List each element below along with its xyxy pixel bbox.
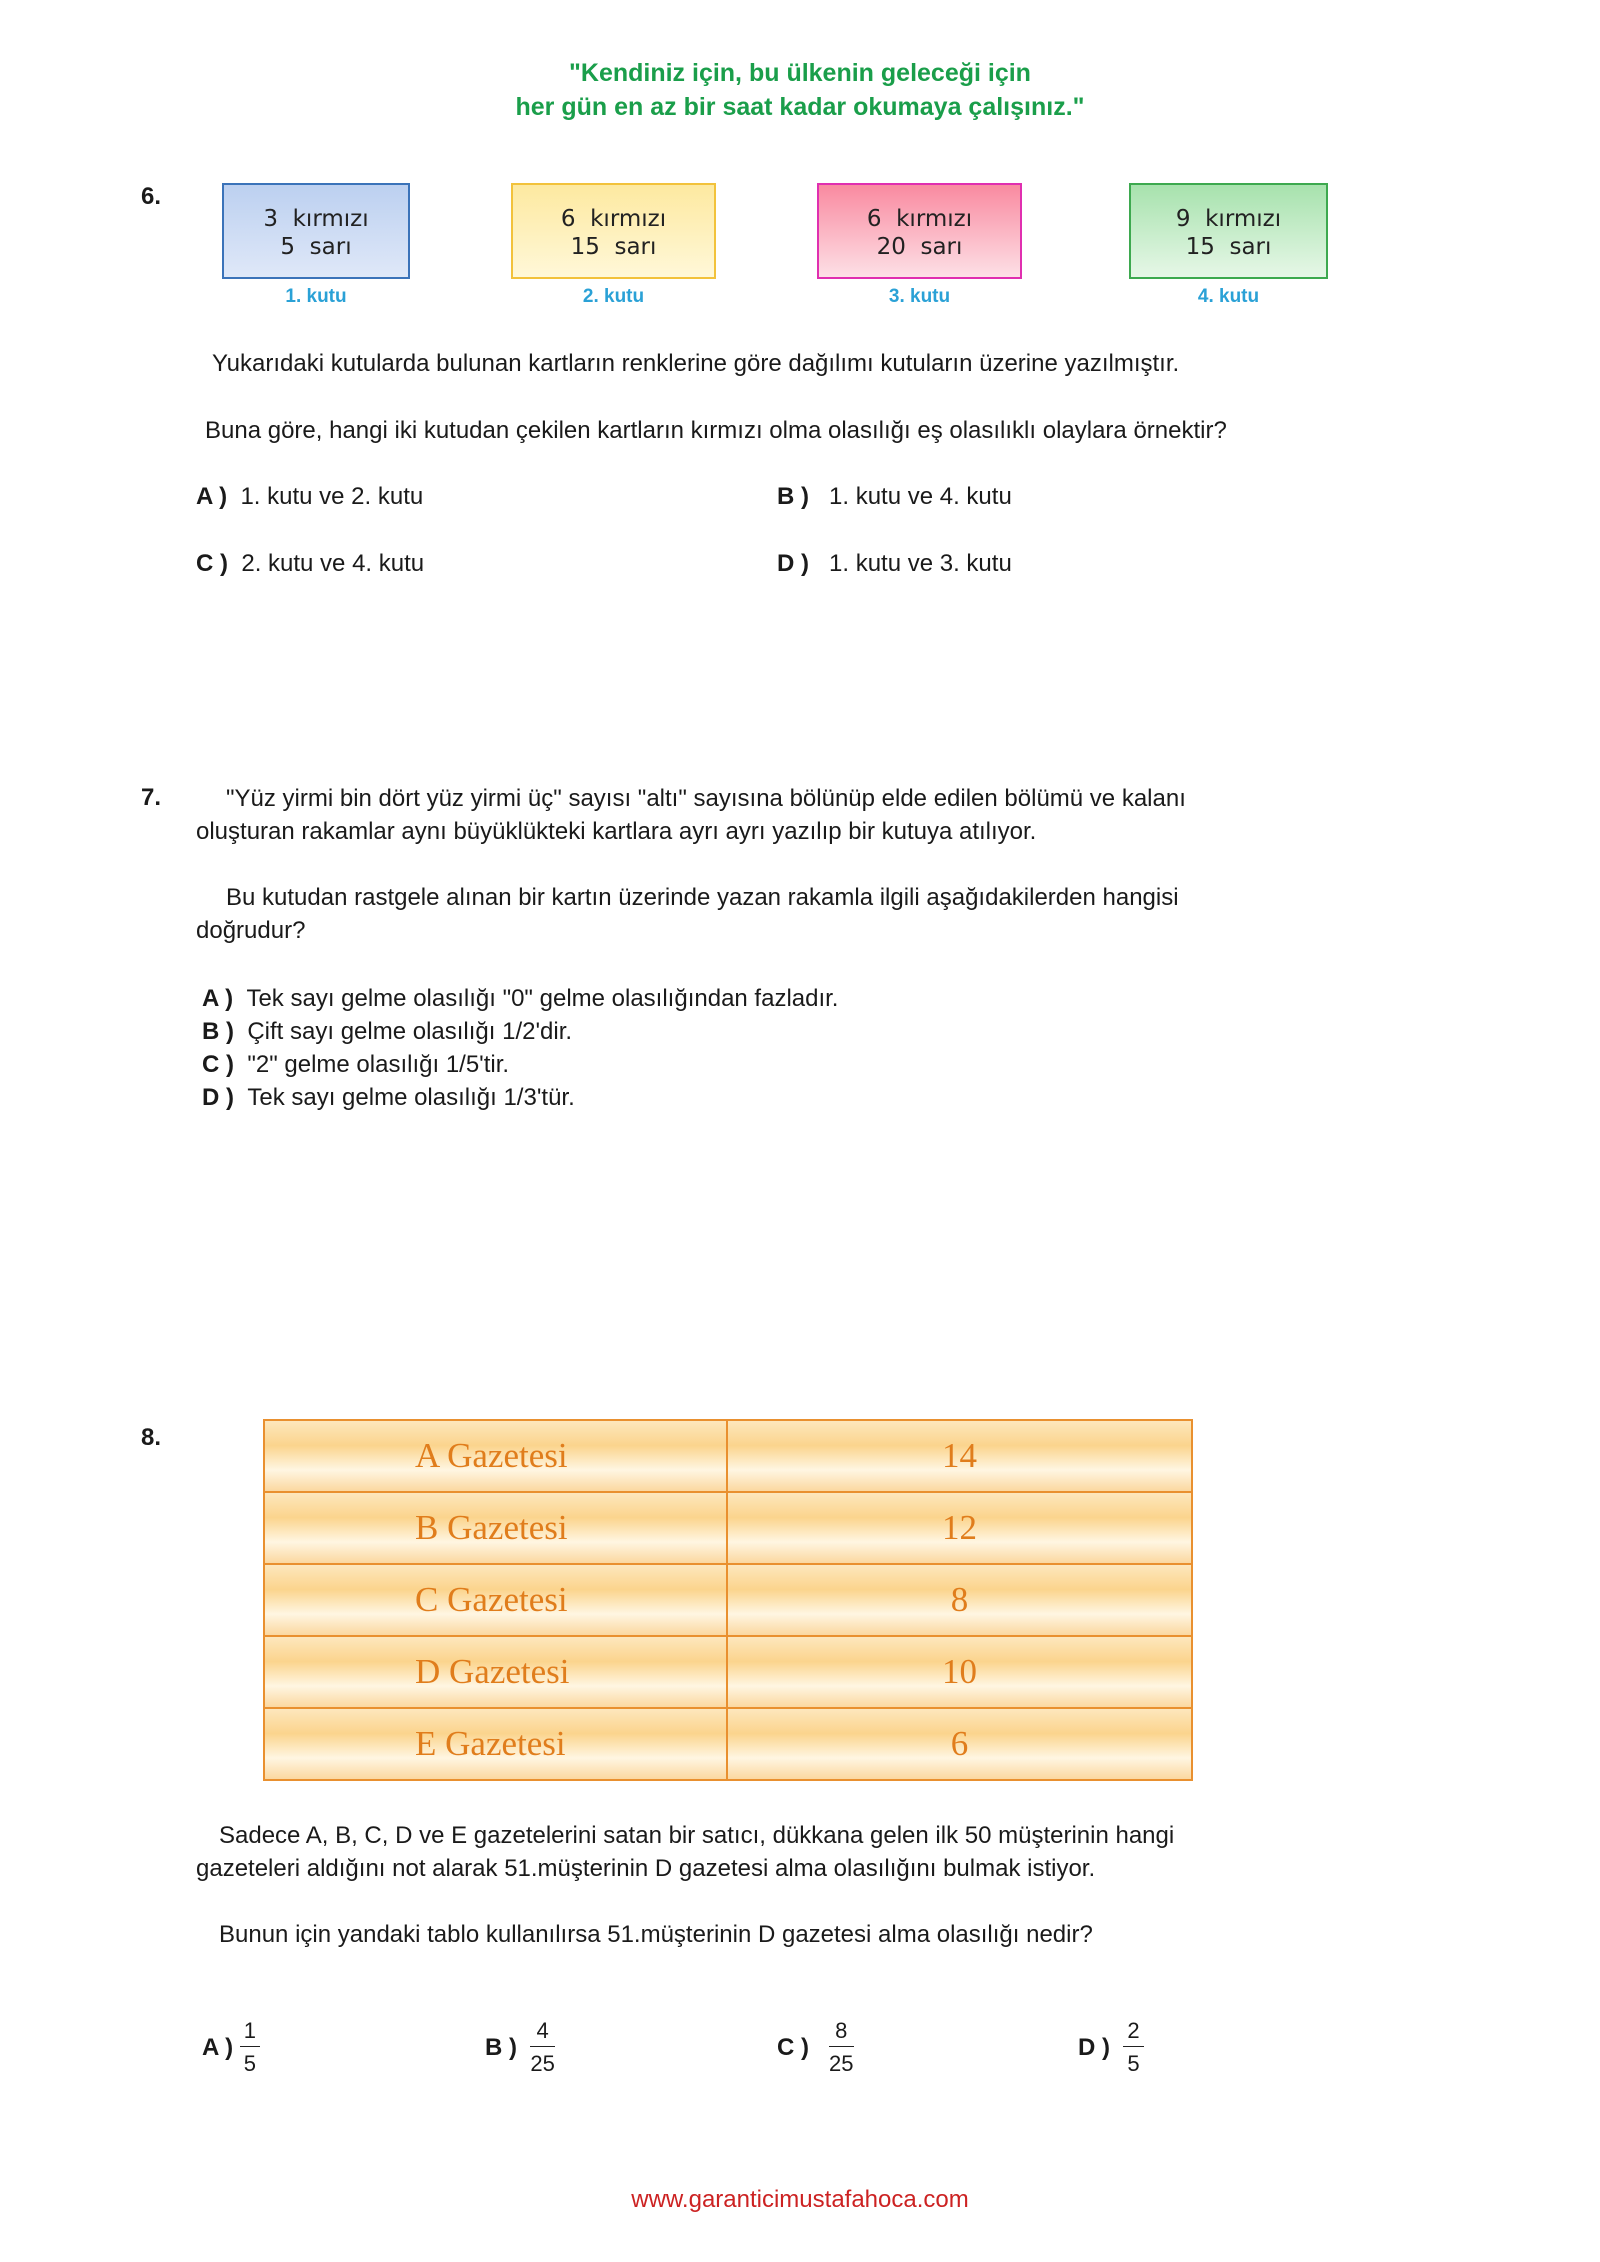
option-text: Tek sayı gelme olasılığı "0" gelme olasılığından fazladır. bbox=[246, 985, 839, 1012]
table-cell-newspaper: B Gazetesi bbox=[264, 1492, 727, 1564]
question-8-text-1a: Sadece A, B, C, D ve E gazetelerini satan bir satıcı, dükkana gelen ilk 50 müşterinin hangi bbox=[219, 1822, 1175, 1849]
fraction bbox=[240, 2018, 260, 2077]
table-cell-count: 10 bbox=[727, 1636, 1192, 1708]
question-7-text-1b: oluşturan rakamlar aynı büyüklükteki kartlara ayrı ayrı yazılıp bir kutuya atılıyor. bbox=[196, 818, 1037, 845]
option-text: Çift sayı gelme olasılığı 1/2'dir. bbox=[247, 1018, 573, 1045]
table-cell-count: 12 bbox=[727, 1492, 1192, 1564]
option-letter: C ) bbox=[196, 550, 228, 577]
question-6-option-c[interactable] bbox=[196, 547, 424, 580]
option-letter: B ) bbox=[485, 2034, 517, 2061]
box-2 bbox=[511, 183, 716, 279]
table-cell-count: 6 bbox=[727, 1708, 1192, 1780]
box-3-yellow-count: 20 sarı bbox=[876, 234, 963, 260]
header-quote-line-1: "Kendiniz için, bu ülkenin geleceği için bbox=[569, 59, 1031, 87]
fraction-denominator: 5 bbox=[1127, 2051, 1140, 2076]
box-1 bbox=[222, 183, 410, 279]
table-cell-newspaper: E Gazetesi bbox=[264, 1708, 727, 1780]
option-text: 1. kutu ve 4. kutu bbox=[829, 483, 1012, 510]
question-7-text-1a: "Yüz yirmi bin dört yüz yirmi üç" sayısı "altı" sayısına bölünüp elde edilen bölümü ve kalanı bbox=[226, 785, 1186, 812]
question-7-option-c[interactable] bbox=[202, 1048, 509, 1081]
option-text: Tek sayı gelme olasılığı 1/3'tür. bbox=[247, 1084, 575, 1111]
box-3 bbox=[817, 183, 1022, 279]
question-8-text-2: Bunun için yandaki tablo kullanılırsa 51.müşterinin D gazetesi alma olasılığı nedir? bbox=[219, 1921, 1093, 1948]
box-1-yellow-count: 5 sarı bbox=[280, 234, 352, 260]
fraction bbox=[530, 2018, 554, 2077]
question-7-option-d[interactable] bbox=[202, 1081, 575, 1114]
option-letter: B ) bbox=[202, 1018, 234, 1045]
box-1-red-count: 3 kırmızı bbox=[263, 206, 369, 232]
option-letter: A ) bbox=[202, 985, 234, 1012]
table-row bbox=[264, 1420, 1192, 1492]
fraction bbox=[1123, 2018, 1143, 2077]
question-7-option-a[interactable] bbox=[202, 982, 838, 1015]
question-7-text-2a: Bu kutudan rastgele alınan bir kartın üzerinde yazan rakamla ilgili aşağıdakilerden hangisi bbox=[226, 884, 1179, 911]
option-letter: D ) bbox=[202, 1084, 234, 1111]
option-letter: D ) bbox=[777, 550, 809, 577]
box-2-red-count: 6 kırmızı bbox=[560, 206, 667, 232]
newspaper-table bbox=[263, 1419, 1193, 1781]
fraction-numerator: 1 bbox=[240, 2018, 260, 2047]
question-7-text-2b: doğrudur? bbox=[196, 917, 306, 944]
fraction-denominator: 25 bbox=[530, 2051, 555, 2076]
box-3-red-count: 6 kırmızı bbox=[866, 206, 973, 232]
box-3-label: 3. kutu bbox=[888, 286, 951, 307]
question-6-option-d[interactable] bbox=[777, 547, 1012, 580]
fraction-denominator: 5 bbox=[243, 2051, 257, 2076]
header-quote-line-2: her gün en az bir saat kadar okumaya çalışınız." bbox=[515, 93, 1085, 121]
option-letter: C ) bbox=[202, 1051, 234, 1078]
question-8-option-b[interactable] bbox=[485, 2018, 555, 2077]
option-letter: D ) bbox=[1078, 2034, 1110, 2061]
question-8-text-1b: gazeteleri aldığını not alarak 51.müşterinin D gazetesi alma olasılığını bulmak istiyor. bbox=[196, 1855, 1096, 1882]
question-6-text-1: Yukarıdaki kutularda bulunan kartların renklerine göre dağılımı kutuların üzerine yazılmıştır. bbox=[212, 350, 1180, 377]
question-8-option-c[interactable] bbox=[777, 2018, 854, 2077]
table-cell-newspaper: A Gazetesi bbox=[264, 1420, 727, 1492]
footer-website-link[interactable]: www.garanticimustafahoca.com bbox=[631, 2186, 969, 2213]
option-letter: C ) bbox=[777, 2034, 809, 2061]
table-row bbox=[264, 1708, 1192, 1780]
fraction-numerator: 2 bbox=[1123, 2018, 1143, 2047]
box-2-yellow-count: 15 sarı bbox=[570, 234, 657, 260]
option-letter: A ) bbox=[196, 483, 228, 510]
table-cell-count: 14 bbox=[727, 1420, 1192, 1492]
question-6-option-a[interactable] bbox=[196, 480, 423, 513]
table-cell-newspaper: C Gazetesi bbox=[264, 1564, 727, 1636]
question-7-option-b[interactable] bbox=[202, 1015, 572, 1048]
box-1-label: 1. kutu bbox=[285, 286, 347, 307]
option-text: 1. kutu ve 3. kutu bbox=[829, 550, 1012, 577]
option-text: 1. kutu ve 2. kutu bbox=[240, 483, 424, 510]
option-letter: B ) bbox=[777, 483, 809, 510]
table-row bbox=[264, 1636, 1192, 1708]
question-6-option-b[interactable] bbox=[777, 480, 1012, 513]
question-8-number: 8. bbox=[141, 1424, 162, 1451]
question-6-number: 6. bbox=[141, 183, 162, 210]
question-8-option-d[interactable] bbox=[1078, 2018, 1144, 2077]
box-2-label: 2. kutu bbox=[582, 286, 645, 307]
box-4 bbox=[1129, 183, 1328, 279]
box-4-red-count: 9 kırmızı bbox=[1175, 206, 1282, 232]
question-6-text-2: Buna göre, hangi iki kutudan çekilen kartların kırmızı olma olasılığı eş olasılıklı olaylara örnektir? bbox=[205, 417, 1227, 444]
box-4-label: 4. kutu bbox=[1197, 286, 1260, 307]
question-8-option-a[interactable] bbox=[202, 2018, 260, 2077]
fraction bbox=[829, 2018, 853, 2077]
table-row bbox=[264, 1492, 1192, 1564]
option-text: "2" gelme olasılığı 1/5'tir. bbox=[247, 1051, 510, 1078]
fraction-numerator: 4 bbox=[530, 2018, 554, 2047]
question-7-number: 7. bbox=[141, 784, 162, 811]
option-text: 2. kutu ve 4. kutu bbox=[241, 550, 425, 577]
fraction-numerator: 8 bbox=[829, 2018, 853, 2047]
box-4-yellow-count: 15 sarı bbox=[1185, 234, 1272, 260]
table-row bbox=[264, 1564, 1192, 1636]
fraction-denominator: 25 bbox=[829, 2051, 854, 2076]
table-cell-newspaper: D Gazetesi bbox=[264, 1636, 727, 1708]
option-letter: A ) bbox=[202, 2034, 234, 2061]
table-cell-count: 8 bbox=[727, 1564, 1192, 1636]
